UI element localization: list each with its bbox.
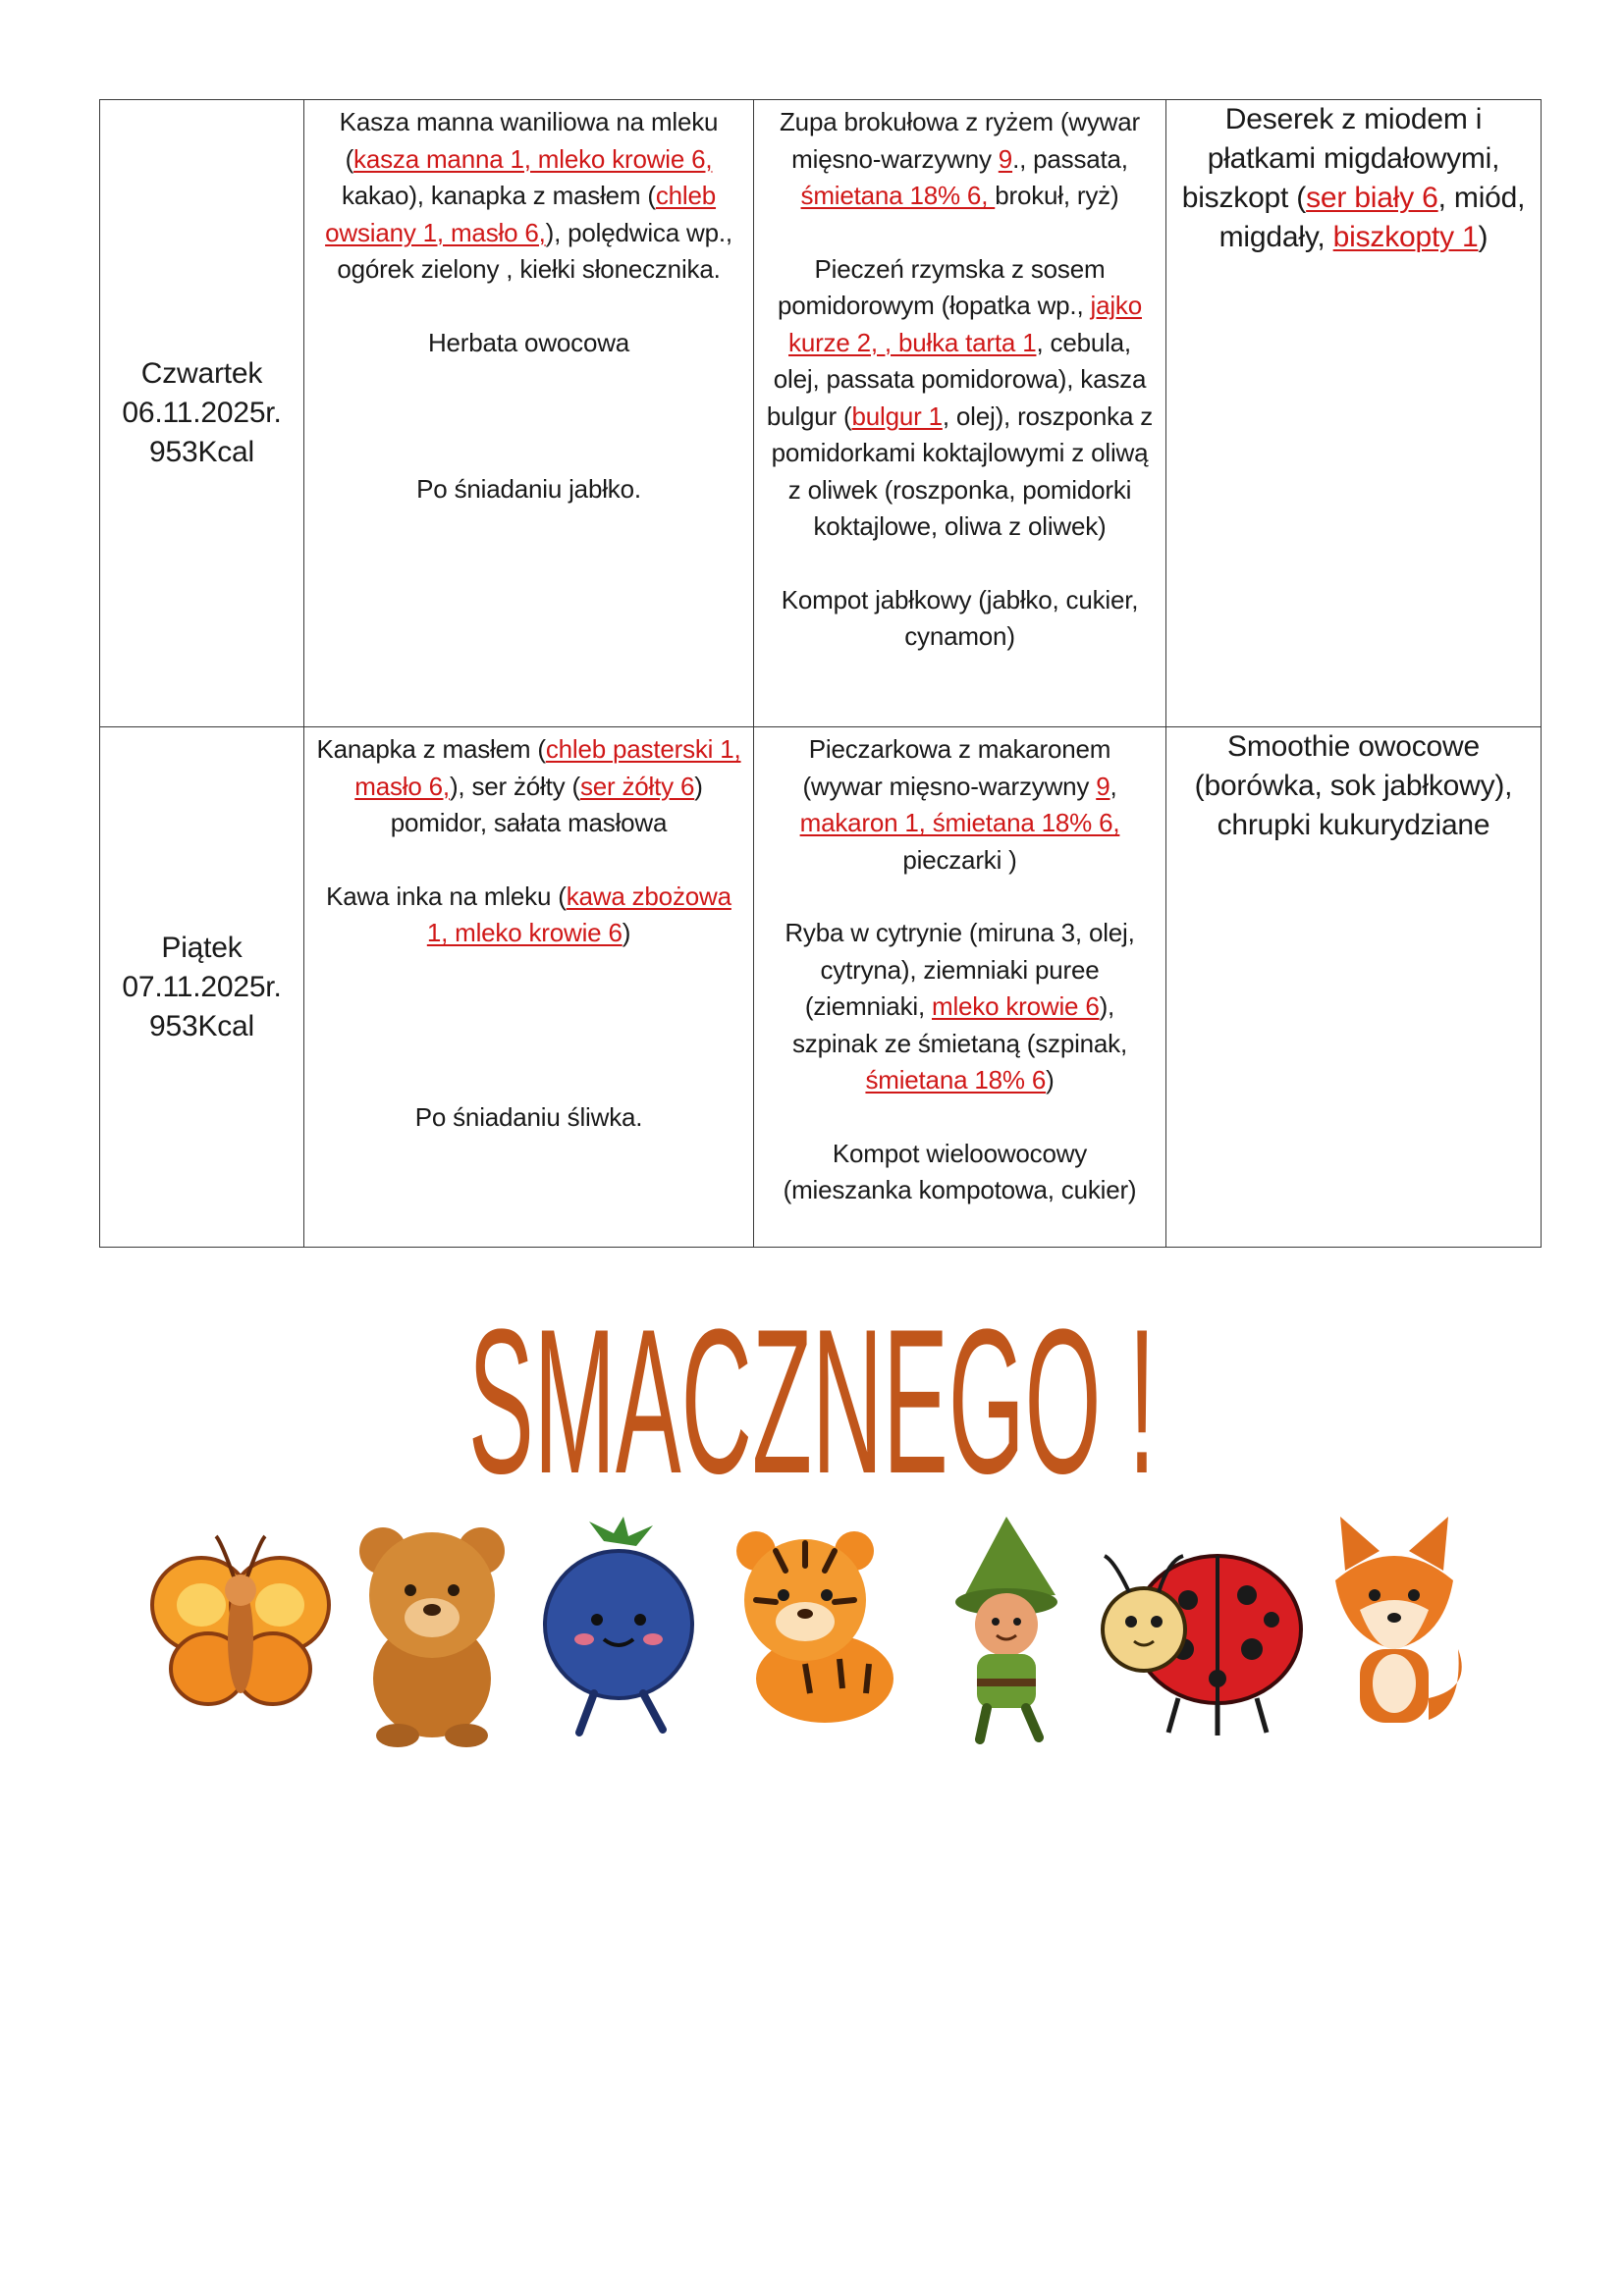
- allergen-text: 9: [1096, 771, 1110, 801]
- lunch-drink: Kompot jabłkowy (jabłko, cukier, cynamon): [781, 584, 1139, 651]
- breakfast-fruit: Po śniadaniu śliwka.: [414, 1101, 643, 1132]
- allergen-text: ser biały 6: [1306, 182, 1438, 214]
- allergen-text: mleko krowie 6: [932, 991, 1100, 1021]
- ingredient-text: Smoothie owocowe (borówka, sok jabłkowy), chrupki kukurydziane: [1194, 730, 1513, 841]
- ingredient-text: Ryba w cytrynie (miruna 3, olej, cytryna), ziemniaki puree (ziemniaki,: [785, 918, 1135, 1021]
- breakfast-main: [316, 104, 741, 289]
- ingredient-text: Pieczeń rzymska z sosem pomidorowym (łopatka wp.,: [778, 253, 1106, 320]
- allergen-text: jajko kurze 2, , bułka tarta 1: [788, 291, 1142, 357]
- animal-illustrations: [147, 1512, 1473, 1747]
- lunch-cell: [754, 100, 1166, 727]
- menu-row-friday: [100, 727, 1542, 1248]
- lunch-drink: Kompot wieloowocowy (mieszanka kompotowa, cukier): [783, 1138, 1137, 1204]
- ingredient-text: ), ser żółty (: [449, 771, 580, 801]
- lunch-main: [766, 251, 1154, 546]
- menu-table: [99, 99, 1542, 1248]
- allergen-text: bulgur 1: [851, 400, 943, 431]
- menu-row-thursday: [100, 100, 1542, 727]
- breakfast-cell: [304, 100, 754, 727]
- banner-text: SMACZNEGO !: [468, 1301, 1156, 1497]
- allergen-text: kasza manna 1, mleko krowie 6,: [353, 143, 713, 174]
- ingredient-text: ), polędwica wp., ogórek zielony , kiełki słonecznika.: [337, 217, 732, 284]
- ingredient-text: ): [1478, 221, 1489, 253]
- breakfast-main: [316, 731, 741, 842]
- fox-icon: [1316, 1512, 1473, 1747]
- day-cell: [100, 100, 304, 727]
- ingredient-text: pieczarki ): [902, 844, 1017, 875]
- ingredient-text: , miód, migdały,: [1218, 182, 1526, 253]
- lunch-main: [766, 915, 1154, 1099]
- tiger-icon: [717, 1512, 903, 1747]
- ladybug-icon: [1090, 1512, 1306, 1747]
- butterfly-icon: [147, 1512, 334, 1747]
- ingredient-text: Kasza manna waniliowa na mleku (: [339, 107, 719, 174]
- allergen-text: 9: [998, 143, 1013, 174]
- breakfast-drink: Herbata owocowa: [427, 327, 630, 357]
- breakfast-drink: [316, 879, 741, 952]
- smacznego-banner: [0, 1301, 1624, 1497]
- ingredient-text: Kawa inka na mleku (: [326, 881, 567, 911]
- ingredient-text: ,: [1110, 771, 1117, 801]
- breakfast-cell: [304, 727, 754, 1248]
- allergen-text: kawa zbożowa 1, mleko krowie 6: [426, 881, 731, 947]
- allergen-text: makaron 1, śmietana 18% 6,: [799, 808, 1120, 837]
- day-kcal: 953Kcal: [148, 1009, 254, 1042]
- allergen-text: śmietana 18% 6,: [800, 181, 996, 210]
- allergen-text: chleb owsiany 1, masło 6,: [325, 181, 717, 247]
- lunch-soup: [766, 104, 1154, 215]
- allergen-text: chleb pasterski 1, masło 6,: [354, 734, 741, 801]
- gnome-icon: [923, 1512, 1090, 1747]
- allergen-text: śmietana 18% 6: [865, 1065, 1047, 1095]
- ingredient-text: ) pomidor, sałata masłowa: [390, 771, 703, 837]
- ingredient-text: ), szpinak ze śmietaną (szpinak,: [791, 991, 1128, 1058]
- snack-cell: [1166, 727, 1542, 1248]
- ingredient-text: Pieczarkowa z makaronem (wywar mięsno-warzywny: [802, 734, 1111, 801]
- day-kcal: 953Kcal: [148, 436, 254, 468]
- ingredient-text: Deserek z miodem i płatkami migdałowymi, biszkopt (: [1181, 103, 1500, 214]
- banner-svg: [370, 1301, 1254, 1497]
- ingredient-text: ., passata,: [1012, 143, 1128, 174]
- allergen-text: ser żółty 6: [579, 771, 695, 801]
- ingredient-text: , olej), roszponka z pomidorkami koktajlowymi z oliwą z oliwek (roszponka, pomidorki koktajlowe, oliwa z oliwek): [771, 400, 1154, 541]
- ingredient-text: , cebula, olej, passata pomidorowa), kasza bulgur (: [766, 327, 1147, 431]
- day-name: Czwartek: [140, 357, 263, 390]
- blueberry-icon: [530, 1512, 707, 1747]
- ingredient-text: ): [1046, 1065, 1055, 1095]
- day-date: 06.11.2025r.: [122, 397, 282, 429]
- ingredient-text: ): [622, 918, 631, 947]
- lunch-cell: [754, 727, 1166, 1248]
- ingredient-text: brokuł, ryż): [995, 181, 1119, 210]
- day-cell: [100, 727, 304, 1248]
- snack-text: [1178, 100, 1529, 257]
- snack-text: [1178, 727, 1529, 845]
- snack-cell: [1166, 100, 1542, 727]
- day-date: 07.11.2025r.: [122, 970, 282, 1003]
- bear-icon: [344, 1512, 520, 1747]
- day-name: Piątek: [161, 931, 243, 964]
- ingredient-text: kakao), kanapka z masłem (: [341, 181, 656, 210]
- allergen-text: biszkopty 1: [1332, 221, 1479, 253]
- lunch-soup: [766, 731, 1154, 879]
- breakfast-fruit: Po śniadaniu jabłko.: [416, 474, 641, 504]
- ingredient-text: Kanapka z masłem (: [316, 734, 546, 764]
- ingredient-text: Zupa brokułowa z ryżem (wywar mięsno-warzywny: [780, 107, 1140, 174]
